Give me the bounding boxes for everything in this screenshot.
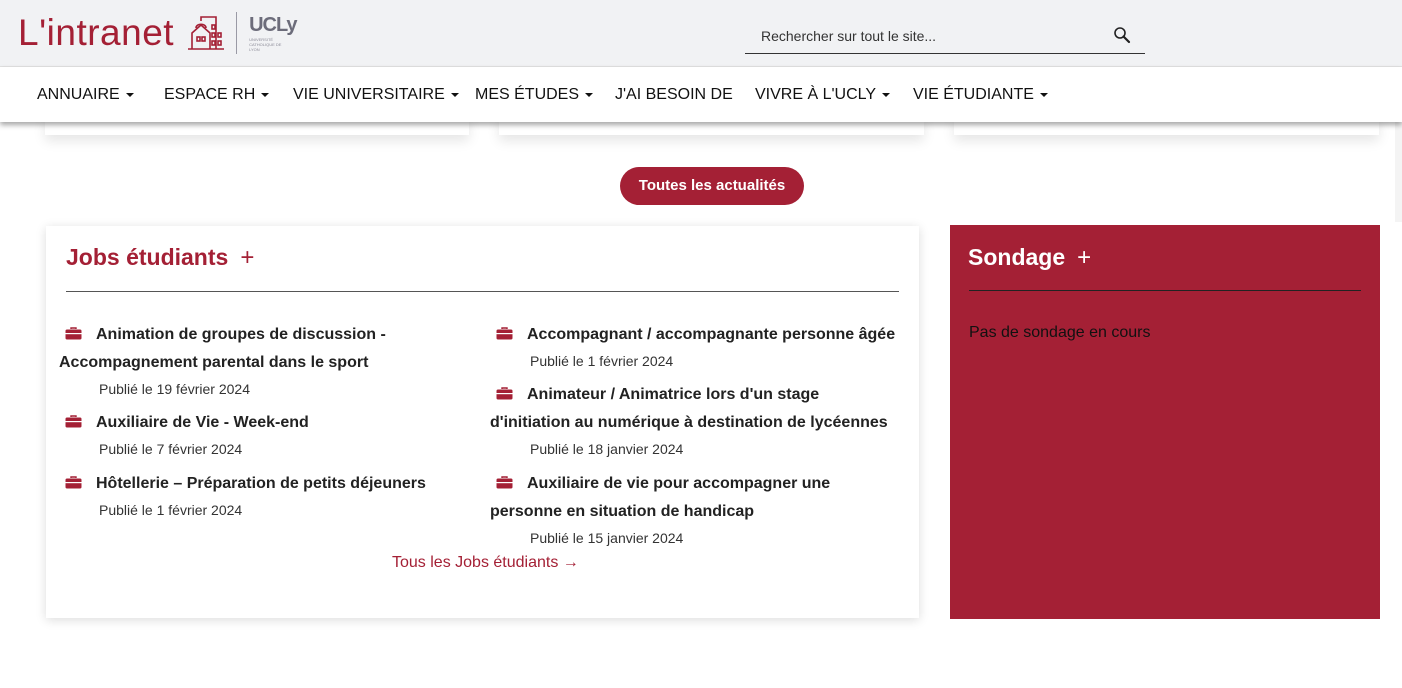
poll-title-text: Sondage [968, 244, 1066, 270]
job-item[interactable] [59, 321, 459, 401]
job-title[interactable] [490, 470, 900, 526]
nav-vivre-a-lucly[interactable] [755, 67, 890, 122]
job-title[interactable] [59, 409, 459, 437]
caret-down-icon [451, 93, 459, 97]
caret-down-icon [585, 93, 593, 97]
ucly-wordmark: UCLy [249, 13, 297, 36]
job-title-text: Animation de groupes de discussion - Accompagnement parental dans le sport [59, 326, 386, 371]
search-bar [745, 18, 1145, 54]
all-jobs-link[interactable] [392, 554, 579, 572]
ucly-logo [249, 15, 296, 52]
job-title-text: Accompagnant / accompagnante personne âgée [527, 326, 896, 343]
plus-icon[interactable]: + [1077, 244, 1092, 271]
jobs-title[interactable] [66, 244, 254, 272]
job-title-text: Hôtellerie – Préparation de petits déjeuners [96, 475, 426, 492]
job-date: Publié le 19 février 2024 [99, 381, 250, 397]
top-header [0, 0, 1402, 67]
nav-label: ESPACE RH [164, 86, 256, 103]
logo-divider [236, 12, 237, 54]
job-title[interactable] [490, 381, 900, 437]
divider [969, 290, 1361, 291]
nav-label: VIVRE À L'UCLY [755, 86, 877, 103]
briefcase-icon [496, 476, 513, 489]
briefcase-icon [496, 327, 513, 340]
caret-down-icon [126, 93, 134, 97]
briefcase-icon [496, 387, 513, 400]
main-nav [0, 67, 1402, 122]
nav-label: VIE ÉTUDIANTE [913, 86, 1034, 103]
jobs-title-text: Jobs étudiants [66, 244, 229, 270]
search-input[interactable] [761, 28, 1101, 44]
job-item[interactable] [490, 381, 900, 461]
job-date: Publié le 18 janvier 2024 [530, 441, 684, 457]
poll-card [950, 225, 1380, 619]
job-title-text: Animateur / Animatrice lors d'un stage d'initiation au numérique à destination de lycéennes [490, 386, 888, 431]
briefcase-icon [65, 327, 82, 340]
nav-vie-etudiante[interactable] [913, 67, 1048, 122]
job-title-text: Auxiliaire de vie pour accompagner une personne en situation de handicap [490, 475, 831, 520]
caret-down-icon [882, 93, 890, 97]
nav-label: ANNUAIRE [37, 86, 120, 103]
nav-label: MES ÉTUDES [475, 86, 580, 103]
nav-label: J'AI BESOIN DE [615, 86, 733, 103]
caret-down-icon [1040, 93, 1048, 97]
job-date: Publié le 15 janvier 2024 [530, 530, 684, 546]
job-date: Publié le 1 février 2024 [99, 502, 243, 518]
job-date: Publié le 7 février 2024 [99, 441, 243, 457]
briefcase-icon [65, 476, 82, 489]
job-title-text: Auxiliaire de Vie - Week-end [96, 414, 309, 431]
job-title[interactable] [490, 321, 900, 349]
logo-text: L'intranet [18, 12, 175, 53]
job-title[interactable] [59, 470, 459, 498]
all-news-button[interactable]: Toutes les actualités [620, 167, 804, 205]
arrow-right-icon: → [562, 554, 579, 571]
job-date: Publié le 1 février 2024 [530, 353, 674, 369]
caret-down-icon [261, 93, 269, 97]
nav-vie-universitaire[interactable] [293, 67, 459, 122]
briefcase-icon [65, 415, 82, 428]
all-jobs-label: Tous les Jobs étudiants [392, 554, 559, 571]
job-title[interactable] [59, 321, 459, 377]
poll-empty-text: Pas de sondage en cours [969, 324, 1151, 341]
jobs-card [46, 226, 919, 618]
nav-mes-etudes[interactable] [475, 67, 593, 122]
divider [66, 291, 899, 292]
nav-espace-rh[interactable] [164, 67, 269, 122]
nav-jai-besoin-de[interactable] [615, 67, 733, 122]
job-item[interactable] [490, 321, 900, 373]
job-item[interactable] [490, 470, 900, 550]
scroll-track [1395, 122, 1402, 222]
nav-label: VIE UNIVERSITAIRE [293, 86, 445, 103]
job-item[interactable] [59, 470, 459, 522]
job-item[interactable] [59, 409, 459, 461]
intranet-logo[interactable] [18, 10, 297, 56]
plus-icon[interactable]: + [240, 244, 255, 271]
nav-annuaire[interactable] [37, 67, 134, 122]
search-icon[interactable] [1113, 26, 1131, 44]
ucly-subtitle: UNIVERSITÉ CATHOLIQUE DE LYON [249, 36, 282, 52]
poll-title[interactable] [968, 244, 1091, 272]
building-icon [186, 15, 226, 51]
